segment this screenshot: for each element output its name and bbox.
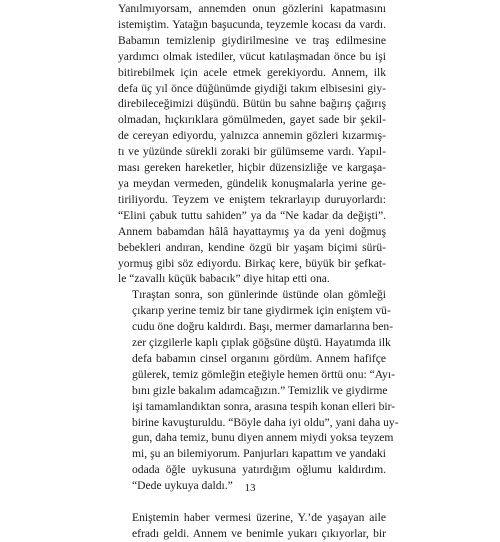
text-line: çıkarıp yerine temiz bir tane giydirmek için eniştem vü- (132, 304, 391, 318)
page-number: 13 (244, 482, 256, 494)
text-line: Babamın temizlenip giydirilmesine ve traş edilmesine (118, 33, 386, 47)
text-line: defa babamın cinsel organını gördüm. Annem hafifçe (132, 351, 386, 365)
paragraph-1 (118, 1, 386, 287)
text-line: bitirebilmek için acele etmek gerekiyordu. Annem, ilk (118, 65, 386, 79)
text-line: de cereyan ediyordu, yalnızca annemin gözleri kızarmış- (118, 129, 386, 143)
text-line: tı ve yüzünde sürekli zoraki bir gülümseme vardı. Yapıl- (118, 145, 386, 159)
text-line: birine kavuşturuldu. “Böyle daha iyi oldu”, yani daha uy- (132, 415, 399, 429)
text-line: Annem babamdan hâlâ hayattaymış ya da yeni doğmuş (118, 224, 386, 238)
text-line: bebekleri andıran, kendine özgü bir yaşam biçimi sürü- (118, 240, 386, 254)
text-line: cudu öne doğru kaldırdı. Başı, mermer damarlarına ben- (132, 320, 394, 334)
paragraph-2 (118, 287, 399, 494)
text-line: gun, daha temiz, bunu diyen annem miydi yoksa teyzem (132, 431, 394, 445)
text-line: işi tamamlandıktan sonra, arasına tespih konan elleri bir- (132, 399, 396, 413)
text-line: zer çizgilerle kaplı çıplak göğsüne düştü. Hayatımda ilk (132, 336, 391, 350)
body-text (118, 1, 399, 542)
text-line: ması gereken hareketler, hiçbir düzensizliğe ve kargaşa- (118, 161, 386, 175)
text-line: ya meydan vermeden, gündelik konuşmalarla yerine ge- (118, 176, 386, 190)
text-line: Eniştemin haber vermesi üzerine, Y.’de yaşayan aile (132, 510, 386, 524)
text-line: yardımcı olmak istediler, vücut katılaşmadan önce bu işi (118, 49, 386, 63)
text-line: direbileceğimizi düşündü. Bütün bu sahne bağırış çağırış (118, 97, 386, 111)
text-line: mi, şu an bilemiyorum. Panjurları kapattım ve yandaki (132, 447, 386, 461)
text-line: gülerek, temiz gömleğin eteğiyle hemen örttü onu: “Ayı- (132, 367, 395, 381)
text-line: defa üç yıl önce düğünümde giydiği takım elbisesini giy- (118, 81, 386, 95)
text-line: Tıraştan sonra, son günlerinde üstünde olan gömleği (132, 288, 386, 302)
text-line: “Dede uykuya daldı.” (132, 479, 233, 493)
text-line: efradı geldi. Annem ve benimle yukarı çıkıyorlar, bir (132, 526, 386, 540)
text-line: odada öğle uykusuna yatırdığım oğlumu kaldırdım. (132, 463, 386, 477)
text-line: istemiştim. Yatağın başucunda, teyzemle kocası da vardı. (118, 17, 386, 31)
text-line: olmadan, hıçkırıklara gömülmeden, gayet sade bir şekil- (118, 113, 386, 127)
text-line: le “zavallı küçük babacık” diye hitap etti ona. (118, 272, 330, 286)
text-line: “Elini çabuk tuttu sahiden” ya da “Ne kadar da değişti”. (118, 208, 386, 222)
text-line: yormuş gibi söz ediyordu. Birkaç kere, büyük bir şefkat- (118, 256, 386, 270)
text-line: bını gizle bakalım adamcağızın.” Temizlik ve giydirme (132, 383, 388, 397)
text-line: Yanılmıyorsam, annemden onun gözlerini kapatmasını (118, 2, 386, 15)
text-line: tiriliyordu. Teyzem ve eniştem tekrarlayıp duruyorlardı: (118, 192, 386, 206)
paragraph-3 (118, 510, 386, 542)
